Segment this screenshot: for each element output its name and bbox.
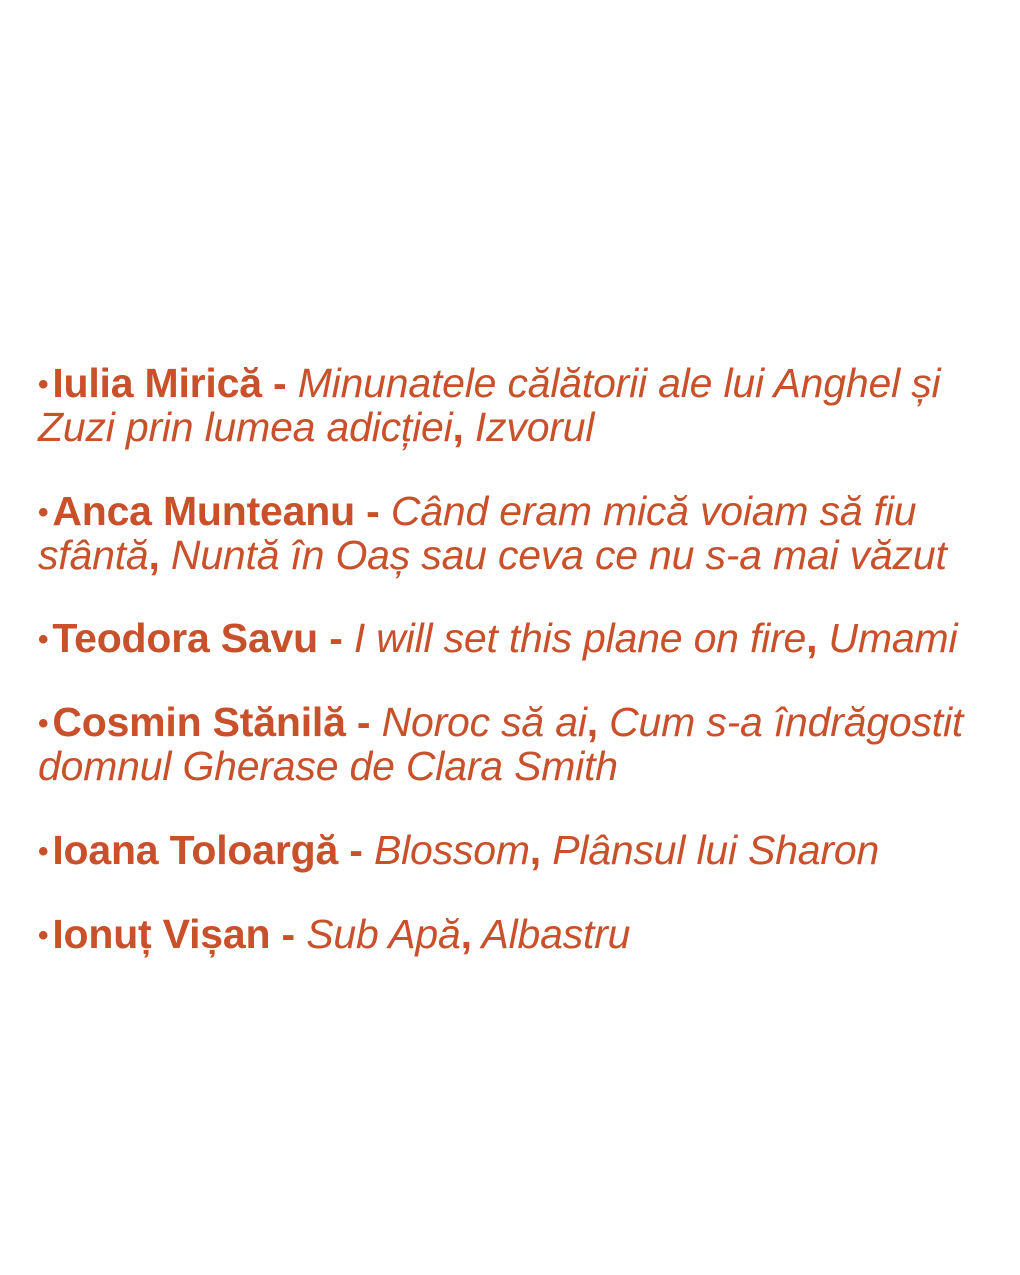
list-item-title-2: Izvorul <box>474 403 595 450</box>
list-item-title-1: Sub Apă <box>306 910 461 957</box>
bullet-icon: • <box>38 707 49 741</box>
list-item-separator: - <box>356 699 371 746</box>
list-item-title-1: Când eram mică voiam să fiu sfântă <box>38 487 917 578</box>
bullet-icon: • <box>38 623 49 657</box>
list-item-comma: , <box>452 403 464 450</box>
list-item-comma: , <box>529 827 541 874</box>
bullet-icon: • <box>38 918 49 952</box>
list-item-comma: , <box>586 699 598 746</box>
list-item-author: Cosmin Stănilă <box>52 699 346 746</box>
list-item-title-1: Noroc să ai <box>381 699 587 746</box>
list-item-comma: , <box>460 910 472 957</box>
list-item-author: Teodora Savu <box>52 615 318 662</box>
list-item-title-1: I will set this plane on fire <box>353 615 807 662</box>
list-item-author: Ionuț Vișan <box>52 910 271 957</box>
list-item-separator: - <box>329 615 343 662</box>
list-item-title-1: Blossom <box>373 827 530 874</box>
list-item <box>38 362 980 450</box>
list-item-author: Anca Munteanu <box>52 487 355 534</box>
list-item-title-2: Nuntă în Oaș sau ceva ce nu s-a mai văzut <box>170 531 947 578</box>
list-item-separator: - <box>349 827 363 874</box>
list-item <box>38 617 980 661</box>
list-item-separator: - <box>281 910 295 957</box>
list-item-title-2: Albastru <box>481 910 631 957</box>
list-item <box>38 487 980 578</box>
list-item-comma: , <box>806 615 818 662</box>
bullet-icon: • <box>38 835 49 869</box>
list-item-title-2: Umami <box>828 615 958 662</box>
list-item-title-2: Cum s-a îndrăgostit domnul Gherase de Clara Smith <box>38 699 964 790</box>
nominees-list <box>38 362 980 957</box>
list-item-separator: - <box>273 360 287 406</box>
list-item <box>38 910 980 957</box>
list-item-author: Iulia Mirică <box>52 360 262 406</box>
bullet-icon: • <box>38 368 49 401</box>
list-item <box>38 829 980 873</box>
list-item-title-2: Plânsul lui Sharon <box>552 827 880 874</box>
list-item-author: Ioana Toloargă <box>52 827 339 874</box>
list-item-comma: , <box>148 531 160 578</box>
list-item-title-1: Minunatele călătorii ale lui Anghel și Zuzi prin lumea adicției <box>38 360 941 450</box>
bullet-icon: • <box>38 495 49 529</box>
list-item <box>38 701 980 789</box>
list-item-separator: - <box>366 487 380 534</box>
